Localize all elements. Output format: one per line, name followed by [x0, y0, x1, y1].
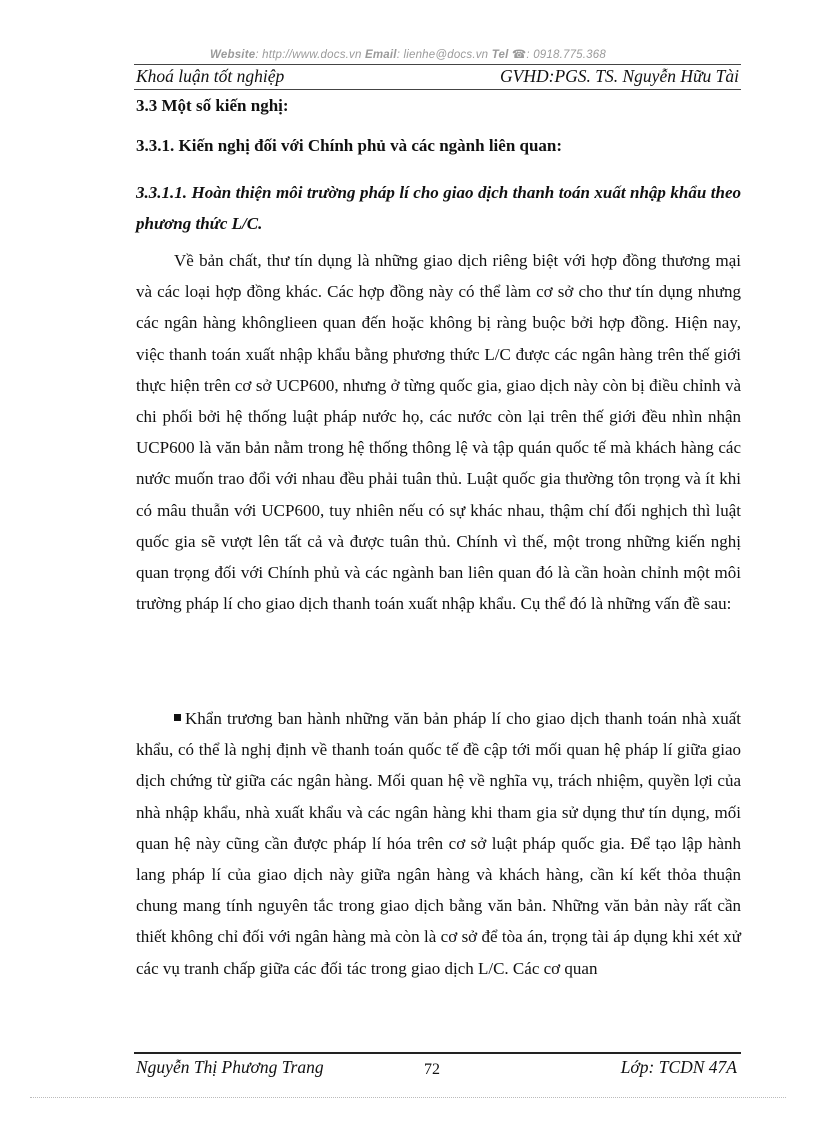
header-thesis-title: Khoá luận tốt nghiệp	[136, 66, 285, 86]
body-paragraph-1: Về bản chất, thư tín dụng là những giao dịch riêng biệt với hợp đồng thương mại và các loại hợp đồng khác. Các hợp đồng này có thể làm cơ sở cho thư tín dụng nhưng các ngân hàng khônglieen quan đến hoặc không bị ràng buộc bởi hợp đồng. Hiện nay, việc thanh toán xuất nhập khẩu bằng phương thức L/C được các ngân hàng trên thế giới thực hiện trên cơ sở UCP600, nhưng ở từng quốc gia, giao dịch này còn bị điều chỉnh và chi phối bởi hệ thống luật pháp nước họ, các nước còn lại trên thế giới đều nhìn nhận UCP600 là văn bản nằm trong hệ thống thông lệ và tập quán quốc tế mà khách hàng các nước muốn trao đổi với nhau đều phải tuân thủ. Luật quốc gia thường tôn trọng và ít khi có mâu thuẫn với UCP600, tuy nhiên nếu có sự khác nhau, thậm chí đối nghịch thì luật quốc gia sẽ vượt lên tất cả và được tuân thủ. Chính vì thế, một trong những kiến nghị quan trọng đối với Chính phủ và các ngành ban liên quan đó là cần hoàn chỉnh một môi trường pháp lí cho giao dịch thanh toán xuất nhập khẩu. Cụ thể đó là những vấn đề sau:	[136, 251, 741, 614]
website-url: : http://www.docs.vn	[255, 49, 362, 61]
website-label: Website	[210, 49, 256, 61]
header-supervisor: GVHD:PGS. TS. Nguyễn Hữu Tài	[500, 66, 739, 86]
subsection-heading: 3.3.1. Kiến nghị đối với Chính phủ và các ngành liên quan:	[136, 136, 563, 155]
email-address: : lienhe@docs.vn	[396, 49, 489, 61]
page-header	[134, 64, 741, 90]
subsubsection-heading: 3.3.1.1. Hoàn thiện môi trường pháp lí cho giao dịch thanh toán xuất nhập khẩu theo phương thức L/C.	[136, 183, 741, 233]
page-footer	[134, 1052, 741, 1082]
bullet-text: Khẩn trương ban hành những văn bản pháp lí cho giao dịch thanh toán nhà xuất khẩu, có thể là nghị định về thanh toán quốc tế đề cập tới mối quan hệ pháp lí giữa giao dịch chứng từ giữa các ngân hàng. Mối quan hệ về nghĩa vụ, trách nhiệm, quyền lợi của nhà nhập khẩu, nhà xuất khẩu và các ngân hàng khi tham gia sử dụng thư tín dụng, mối quan hệ này cũng cần được pháp lí hóa trên cơ sở luật pháp quốc gia. Để tạo lập hành lang pháp lí của giao dịch này giữa ngân hàng và khách hàng, cần kí kết thỏa thuận chung mang tính nguyên tắc trong giao dịch bằng văn bản. Những văn bản này rất cần thiết không chỉ đối với ngân hàng mà còn là cơ sở để tòa án, trọng tài áp dụng khi xét xử các vụ tranh chấp giữa các đối tác trong giao dịch L/C. Các cơ quan	[136, 709, 741, 978]
website-banner	[0, 47, 816, 61]
bullet-square-icon	[174, 714, 181, 721]
tel-label: Tel ☎	[491, 49, 527, 61]
footer-class: Lớp: TCDN 47A	[620, 1057, 737, 1077]
footer-author: Nguyễn Thị Phương Trang	[136, 1057, 324, 1077]
page-number: 72	[424, 1061, 440, 1078]
body-paragraph-2	[136, 703, 741, 984]
page-bottom-divider	[30, 1097, 786, 1098]
section-heading: 3.3 Một số kiến nghị:	[136, 96, 289, 115]
email-label: Email	[365, 49, 397, 61]
tel-number: : 0918.775.368	[526, 49, 606, 61]
